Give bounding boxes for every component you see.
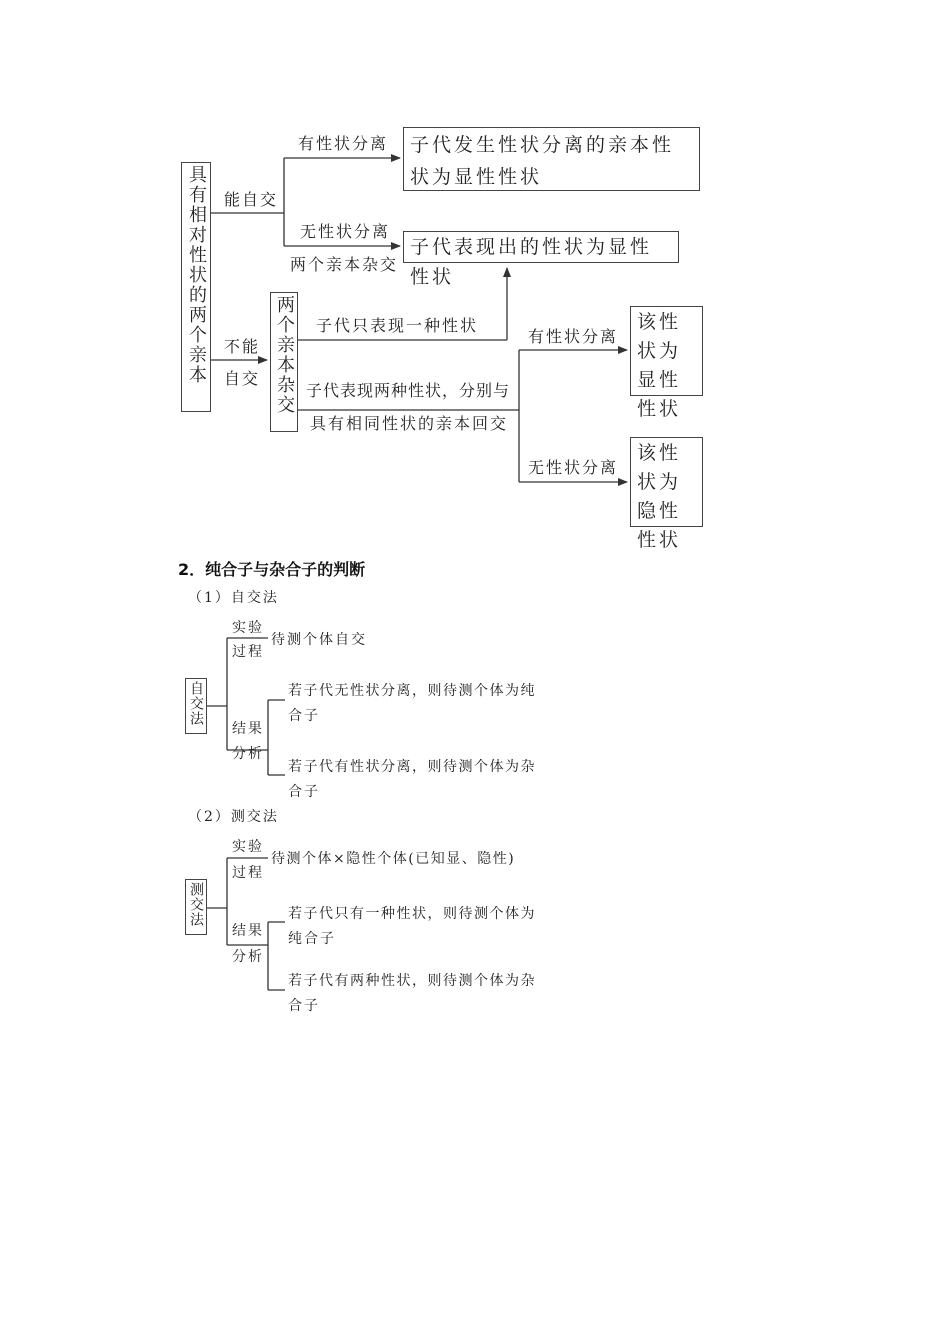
test-process-label-2: 过程 xyxy=(232,865,264,881)
test-analysis-label-1: 结果 xyxy=(232,923,264,939)
self-process-text: 待测个体自交 xyxy=(271,632,367,648)
test-method-subheading: （2）测交法 xyxy=(188,809,279,825)
offspring-dominant-box xyxy=(403,231,679,288)
parents-cross-label: 两个亲本杂交 xyxy=(290,255,399,274)
dominant-parent-box xyxy=(403,127,700,191)
test-process-label-1: 实验 xyxy=(232,839,264,855)
only-one-trait-label: 子代只表现一种性状 xyxy=(316,316,479,335)
has-separation-label: 有性状分离 xyxy=(298,134,389,153)
two-traits-line1: 子代表现两种性状，分别与 xyxy=(306,381,511,400)
can-self-label: 能自交 xyxy=(224,190,279,209)
self-result2-line2: 合子 xyxy=(288,784,320,800)
self-method-box xyxy=(185,678,207,734)
self-method-label: 自交法 xyxy=(188,681,204,726)
trait-recessive-text: 该性状为隐性性状 xyxy=(637,442,682,551)
test-method-box xyxy=(185,879,207,935)
root-label: 具有相对性状的两个亲本 xyxy=(186,165,207,385)
self-process-label-1: 实验 xyxy=(232,620,264,636)
test-process-text: 待测个体×隐性个体(已知显、隐性) xyxy=(271,851,516,867)
test-method-label: 测交法 xyxy=(188,882,204,927)
two-traits-line2: 具有相同性状的亲本回交 xyxy=(310,414,509,433)
backcross-no-separation: 无性状分离 xyxy=(528,458,619,477)
test-result2-line1: 若子代有两种性状，则待测个体为杂 xyxy=(288,973,536,989)
self-process-label-2: 过程 xyxy=(232,644,264,660)
test-analysis-label-2: 分析 xyxy=(232,949,264,965)
cannot-self-label-2: 自交 xyxy=(224,369,261,388)
no-separation-label: 无性状分离 xyxy=(300,222,391,241)
self-method-subheading: （1）自交法 xyxy=(188,590,279,606)
hybrid-box xyxy=(270,292,298,432)
self-analysis-label-2: 分析 xyxy=(232,746,264,762)
backcross-has-separation: 有性状分离 xyxy=(528,327,619,346)
self-analysis-label-1: 结果 xyxy=(232,721,264,737)
dominant-parent-text: 子代发生性状分离的亲本性状为显性性状 xyxy=(410,134,675,188)
self-result1-line1: 若子代无性状分离，则待测个体为纯 xyxy=(288,683,536,699)
test-result1-line1: 若子代只有一种性状，则待测个体为 xyxy=(288,906,536,922)
self-result2-line1: 若子代有性状分离，则待测个体为杂 xyxy=(288,759,536,775)
offspring-dominant-text: 子代表现出的性状为显性性状 xyxy=(410,236,653,288)
section-heading: 2．纯合子与杂合子的判断 xyxy=(178,560,366,579)
trait-dominant-text: 该性状为显性性状 xyxy=(637,311,682,420)
root-box xyxy=(181,162,211,412)
trait-recessive-box xyxy=(630,437,703,551)
trait-dominant-box xyxy=(630,306,703,420)
cannot-self-label-1: 不能 xyxy=(224,337,261,356)
hybrid-label: 两个亲本杂交 xyxy=(274,295,295,415)
test-result2-line2: 合子 xyxy=(288,998,320,1014)
self-result1-line2: 合子 xyxy=(288,708,320,724)
test-result1-line2: 纯合子 xyxy=(288,931,336,947)
